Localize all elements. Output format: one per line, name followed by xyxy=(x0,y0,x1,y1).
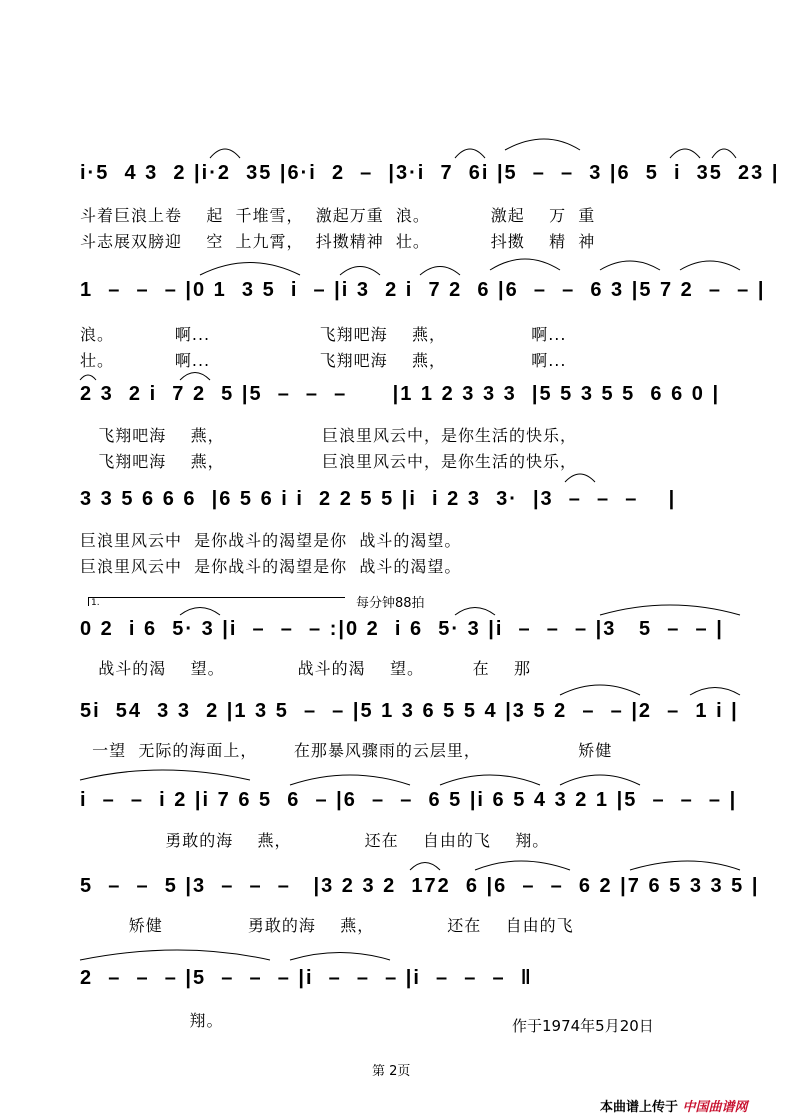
slur xyxy=(455,149,485,158)
slur xyxy=(712,149,736,158)
slur xyxy=(670,149,700,158)
score-row-4: 3 3 5 6 6 6 |6 5 6 i i 2 2 5 5 |i i 2 3 3· |3 – – – | xyxy=(80,488,677,510)
slur xyxy=(490,259,560,270)
score-row-1: i·5 4 3 2 |i·2 35 |6·i 2 – |3·i 7 6i |5 – – 3 |6 5 i 35 23 | xyxy=(80,162,780,184)
footer-prefix: 本曲谱上传于 xyxy=(600,1100,679,1115)
tempo-marking: 每分钟88拍 xyxy=(356,596,425,611)
slur xyxy=(80,770,250,780)
score-row-3: 2 3 2 i 7 2 5 |5 – – – |1 1 2 3 3 3 |5 5 3 5 5 6 6 0 | xyxy=(80,383,721,405)
score-row-6: 5i 54 3 3 2 |1 3 5 – – |5 1 3 6 5 5 4 |3 5 2 – – |2 – 1 i | xyxy=(80,700,739,722)
slur xyxy=(200,263,300,276)
slur xyxy=(505,139,580,150)
slur xyxy=(560,685,640,695)
lyric-row-6: 一望 无际的海面上， 在那暴风骤雨的云层里， 矫健 xyxy=(80,741,613,760)
slur xyxy=(290,775,410,785)
slur xyxy=(600,261,660,270)
slur xyxy=(565,474,595,482)
lyric-row-9: 翔。 xyxy=(80,1011,224,1030)
slur xyxy=(180,373,210,381)
slur xyxy=(600,605,740,615)
lyric-row-1-verse-2: 斗志展双膀迎 空 上九霄， 抖擞精神 壮。 抖擞 精 神 xyxy=(80,232,596,251)
lyric-row-7: 勇敢的海 燕， 还在 自由的飞 翔。 xyxy=(80,831,550,850)
score-row-5: 0 2 i 6 5· 3 |i – – – :|0 2 i 6 5· 3 |i – – – |3 5 – – | xyxy=(80,618,724,640)
site-logo: 中国曲谱网 xyxy=(682,1100,748,1115)
slur xyxy=(410,863,440,871)
slur xyxy=(630,861,740,870)
lyric-row-8: 矫健 勇敢的海 燕， 还在 自由的飞 xyxy=(80,916,574,935)
volta-label: 1. xyxy=(91,598,100,608)
slur xyxy=(290,953,390,961)
lyric-row-3-verse-1: 飞翔吧海 燕， 巨浪里风云中，是你生活的快乐， xyxy=(80,426,577,445)
slur xyxy=(420,267,460,276)
slur xyxy=(560,775,640,785)
lyric-row-5: 战斗的渴 望。 战斗的渴 望。 在 那 xyxy=(80,659,532,678)
lyric-row-1-verse-1: 斗着巨浪上卷 起 千堆雪， 激起万重 浪。 激起 万 重 xyxy=(80,206,596,225)
slur xyxy=(455,608,495,616)
lyric-row-2-verse-1: 浪。 啊... 飞翔吧海 燕， 啊... xyxy=(80,325,567,344)
composition-date: 作于1974年5月20日 xyxy=(512,1017,654,1035)
score-row-9: 2 – – – |5 – – – |i – – – |i – – – ‖ xyxy=(80,967,533,989)
slur xyxy=(80,375,96,380)
lyric-row-4-verse-2: 巨浪里风云中 是你战斗的渴望是你 战斗的渴望。 xyxy=(80,557,462,576)
lyric-row-2-verse-2: 壮。 啊... 飞翔吧海 燕， 啊... xyxy=(80,351,567,370)
lyric-row-3-verse-2: 飞翔吧海 燕， 巨浪里风云中，是你生活的快乐， xyxy=(80,452,577,471)
score-row-2: 1 – – – |0 1 3 5 i – |i 3 2 i 7 2 6 |6 – – 6 3 |5 7 2 – – | xyxy=(80,279,766,301)
score-row-8: 5 – – 5 |3 – – – |3 2 3 2 172 6 |6 – – 6 2 |7 6 5 3 3 5 | xyxy=(80,875,760,897)
slur xyxy=(475,861,570,870)
slur xyxy=(440,775,540,785)
slur xyxy=(80,950,270,960)
slur xyxy=(680,261,740,270)
slur xyxy=(210,149,240,158)
slur xyxy=(340,267,380,276)
slur xyxy=(690,688,740,696)
score-row-7: i – – i 2 |i 7 6 5 6 – |6 – – 6 5 |i 6 5 4 3 2 1 |5 – – – | xyxy=(80,789,738,811)
page-number: 第 2页 xyxy=(372,1064,411,1079)
slur xyxy=(180,608,220,616)
lyric-row-4-verse-1: 巨浪里风云中 是你战斗的渴望是你 战斗的渴望。 xyxy=(80,531,462,550)
